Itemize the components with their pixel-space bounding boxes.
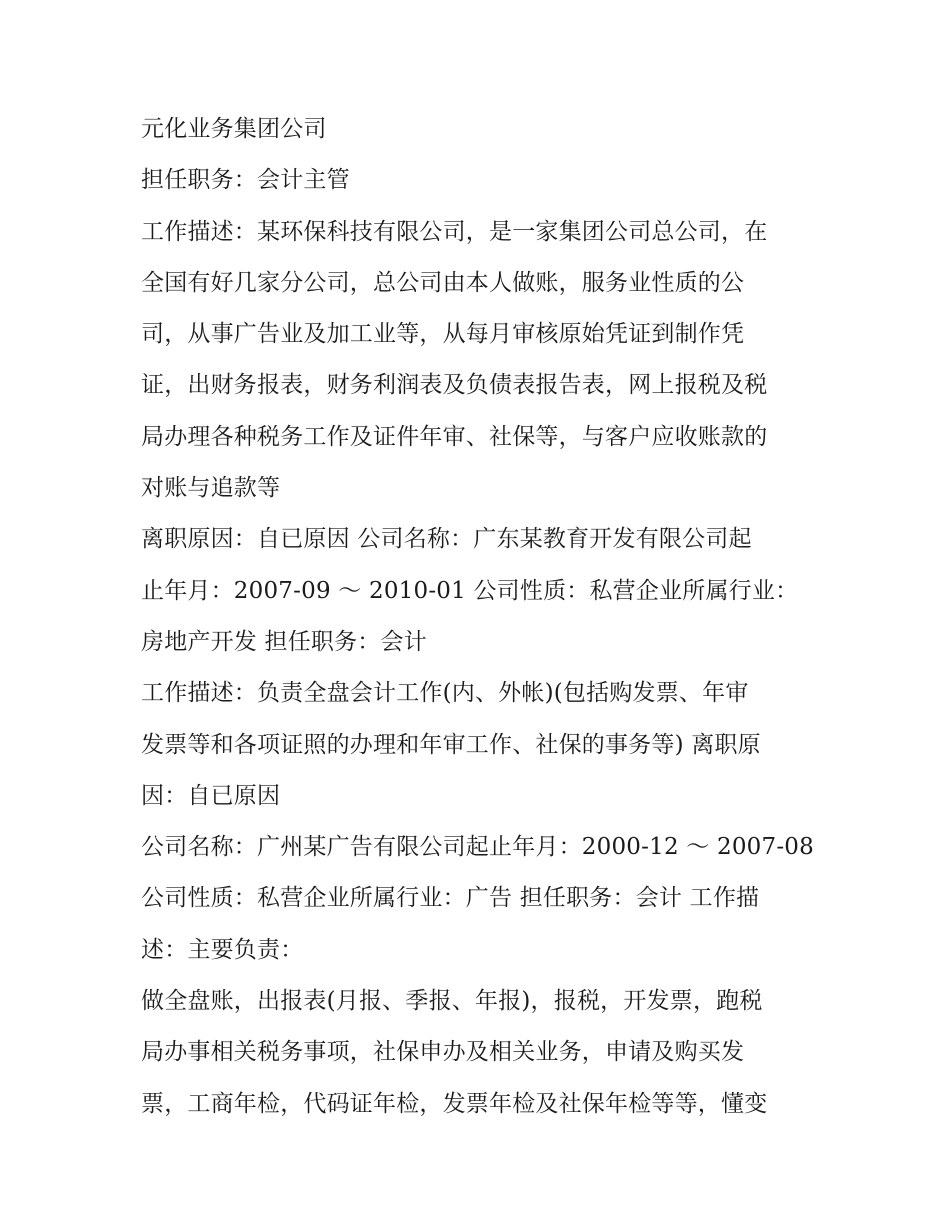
text-line: 做全盘账，出报表(月报、季报、年报)，报税，开发票，跑税 (141, 988, 763, 1015)
text-line: 离职原因：自已原因 公司名称：广东某教育开发有限公司起 (141, 526, 752, 553)
text-line: 全国有好几家分公司，总公司由本人做账，服务业性质的公 (141, 269, 745, 296)
text-line: 司，从事广告业及加工业等，从每月审核原始凭证到制作凭 (141, 321, 745, 348)
text-line: 证，出财务报表，财务利润表及负债表报告表，网上报税及税 (141, 372, 768, 399)
text-line: 发票等和各项证照的办理和年审工作、社保的事务等) 离职原 (141, 731, 761, 758)
text-line: 对账与追款等 (141, 475, 281, 502)
text-line: 工作描述：某环保科技有限公司，是一家集团公司总公司，在 (141, 218, 768, 245)
text-line: 公司性质：私营企业所属行业：广告 担任职务：会计 工作描 (141, 885, 760, 912)
document-body (141, 104, 821, 1130)
text-line: 局办理各种税务工作及证件年审、社保等，与客户应收账款的 (141, 423, 768, 450)
text-line: 担任职务：会计主管 (141, 167, 350, 194)
text-line: 局办事相关税务事项，社保申办及相关业务，申请及购买发 (141, 1039, 745, 1066)
text-line: 因：自已原因 (141, 782, 281, 809)
text-line: 元化业务集团公司 (141, 116, 327, 142)
text-line: 止年月：2007-09 ～ 2010-01 公司性质：私营企业所属行业： (141, 577, 799, 604)
text-line: 公司名称：广州某广告有限公司起止年月：2000-12 ～ 2007-08 (141, 834, 814, 861)
text-line: 述：主要负责： (141, 936, 304, 963)
text-line: 票，工商年检，代码证年检，发票年检及社保年检等等，懂变 (141, 1090, 768, 1117)
text-line: 工作描述：负责全盘会计工作(内、外帐)(包括购发票、年审 (141, 680, 749, 707)
text-line: 房地产开发 担任职务：会计 (141, 628, 427, 655)
